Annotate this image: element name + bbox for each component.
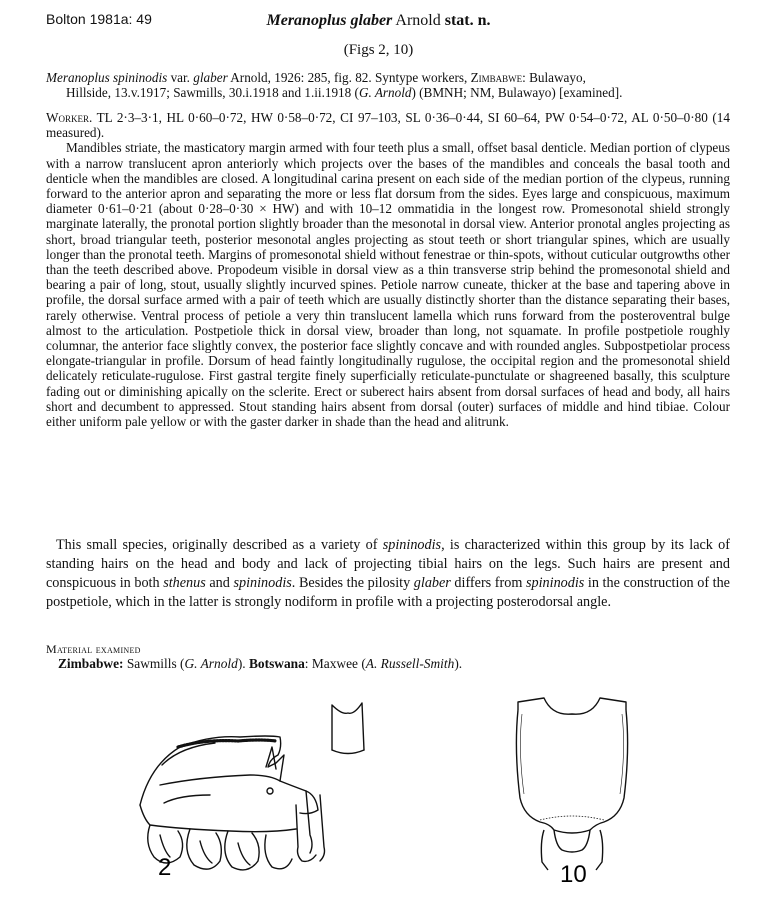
discussion-text-4: . Besides the pilosity: [291, 575, 414, 591]
title-status: stat. n.: [444, 12, 491, 29]
worker-measurement-values: TL 2·3–3·1, HL 0·60–0·72, HW 0·58–0·72, CI 97–103, SL 0·36–0·44, SI 60–64, PW 0·54–0·72, AL 0·50–0·80 (14 measured).: [46, 110, 730, 141]
material-examined-heading: Material examined: [46, 642, 141, 656]
material-locality-2: : Maxwee (: [304, 656, 366, 671]
material-collector-1: G. Arnold: [184, 656, 238, 671]
discussion-italic-3: spininodis: [233, 575, 292, 591]
material-country-1: Zimbabwe:: [58, 656, 124, 671]
title-species-name: Meranoplus glaber: [266, 12, 393, 29]
synonymy-text-2: Arnold, 1926: 285, fig. 82. Syntype workers,: [227, 70, 471, 85]
worker-label: Worker.: [46, 110, 93, 125]
figure-2-label: 2: [158, 854, 172, 881]
material-collector-2: A. Russell-Smith: [365, 656, 455, 671]
material-country-2: Botswana: [248, 656, 305, 671]
synonymy-collector: G. Arnold: [358, 85, 412, 101]
discussion-paragraph: [46, 536, 730, 612]
discussion-text-2: is characterized within this group by its lack of standing hairs on the head and body and lack of projecting tibial hairs on the legs. Such hairs are present and conspicuous in both: [46, 537, 730, 591]
discussion-text-5: differs from: [450, 575, 526, 591]
material-examined-list: [58, 656, 462, 672]
species-title: [0, 12, 757, 30]
synonymy-text-3: : Bulawayo,: [522, 70, 586, 85]
synonymy-var: glaber: [193, 70, 228, 85]
discussion-italic-1: spininodis,: [382, 537, 445, 553]
citation: Bolton 1981a: 49: [46, 11, 152, 27]
material-locality-1: Sawmills (: [123, 656, 185, 671]
figure-2-alitrunk-drawing: [120, 685, 400, 885]
discussion-italic-5: spininodis: [525, 575, 585, 591]
discussion-text-3: and: [205, 575, 234, 591]
synonymy-text-1: var.: [167, 70, 194, 85]
discussion-text-1: This small species, originally described as a variety of: [56, 537, 383, 553]
synonymy-text-4: Hillside, 13.v.1917; Sawmills, 30.i.1918 and 1.ii.1918 (: [66, 85, 359, 101]
title-author: Arnold: [392, 12, 445, 29]
discussion-text-6: in the construction of the postpetiole, which in the latter is strongly nodiform in profile with a projecting posterodorsal angle.: [46, 575, 730, 610]
synonym-name: Meranoplus spininodis: [46, 70, 168, 85]
worker-description-text: Mandibles striate, the masticatory margin armed with four teeth plus a small, offset basal denticle. Median portion of clypeus with a narrow translucent apron anteriorly which projects over the bases of the mandibles and conceals the basal tooth and denticle when the mandibles are closed. A longitudinal carina present on each side of the median portion of the clypeus, running forward to the anterior apron and separating the more or less flat dorsum from the sides. Eyes large and conspicuous, maximum diameter 0·61–0·21 (about 0·28–0·30 × HW) and with 10–12 ommatidia in the longest row. Promesonotal shield strongly marginate laterally, the pronotal portion slightly broader than the mesonotal in dorsal view. Anterior pronotal angles projecting as short, broad triangular teeth, posterior mesonotal angles projecting as stout teeth or short triangular spines, which are usually longer than the pronotal teeth. Margins of promesonotal shield without fenestrae or thin-spots, without cuticular outgrowths other than the teeth described above. Propodeum visible in dorsal view as a thin transverse strip behind the promesonotal shield and bearing a pair of long, stout, usually slightly incurved spines. Petiole narrow cuneate, thicker at the base and tapering above in profile, the dorsal surface armed with a pair of teeth which are usually distinctly shorter than the distance separating their bases, rarely otherwise. Ventral process of petiole a very thin translucent lamella which runs forward from the posteroventral bulge almost to the articulation. Postpetiole thick in dorsal view, broader than long, not squamate. In profile postpetiole roughly columnar, the anterior face slightly convex, the posterior face slightly concave and with rounded angles. Subpostpetiolar process elongate-triangular in profile. Dorsum of head faintly longitudinally rugulose, the occipital region and the promesonotal shield delicately reticulate-rugulose. First gastral tergite finely superficially reticulate-punctulate or shagreened basally, this sculpture fading out or diminishing apically on the sclerite. Erect or suberect hairs absent from dorsal surfaces of head and body, all hairs short and decumbent to appressed. Stout standing hairs absent from dorsal (outer) surfaces of middle and hind tibiae. Colour either uniform pale yellow or with the gaster darker in shade than the head and alitrunk.: [46, 140, 730, 430]
discussion-italic-4: glaber: [413, 575, 451, 591]
discussion-italic-2: sthenus: [163, 575, 206, 591]
material-separator: ).: [237, 656, 249, 671]
synonymy-country: Zimbabwe: [470, 70, 523, 85]
figure-10-label: 10: [560, 861, 587, 888]
worker-measurements: [46, 110, 730, 140]
figure-reference: (Figs 2, 10): [343, 42, 414, 58]
synonymy-paragraph: [46, 70, 730, 100]
synonymy-line-2: [46, 85, 730, 100]
synonymy-text-5: ) (BMNH; NM, Bulawayo) [examined].: [411, 85, 623, 101]
material-end: ).: [454, 656, 463, 671]
figure-10-postpetiole-drawing: [500, 690, 650, 890]
worker-description: [46, 110, 730, 429]
